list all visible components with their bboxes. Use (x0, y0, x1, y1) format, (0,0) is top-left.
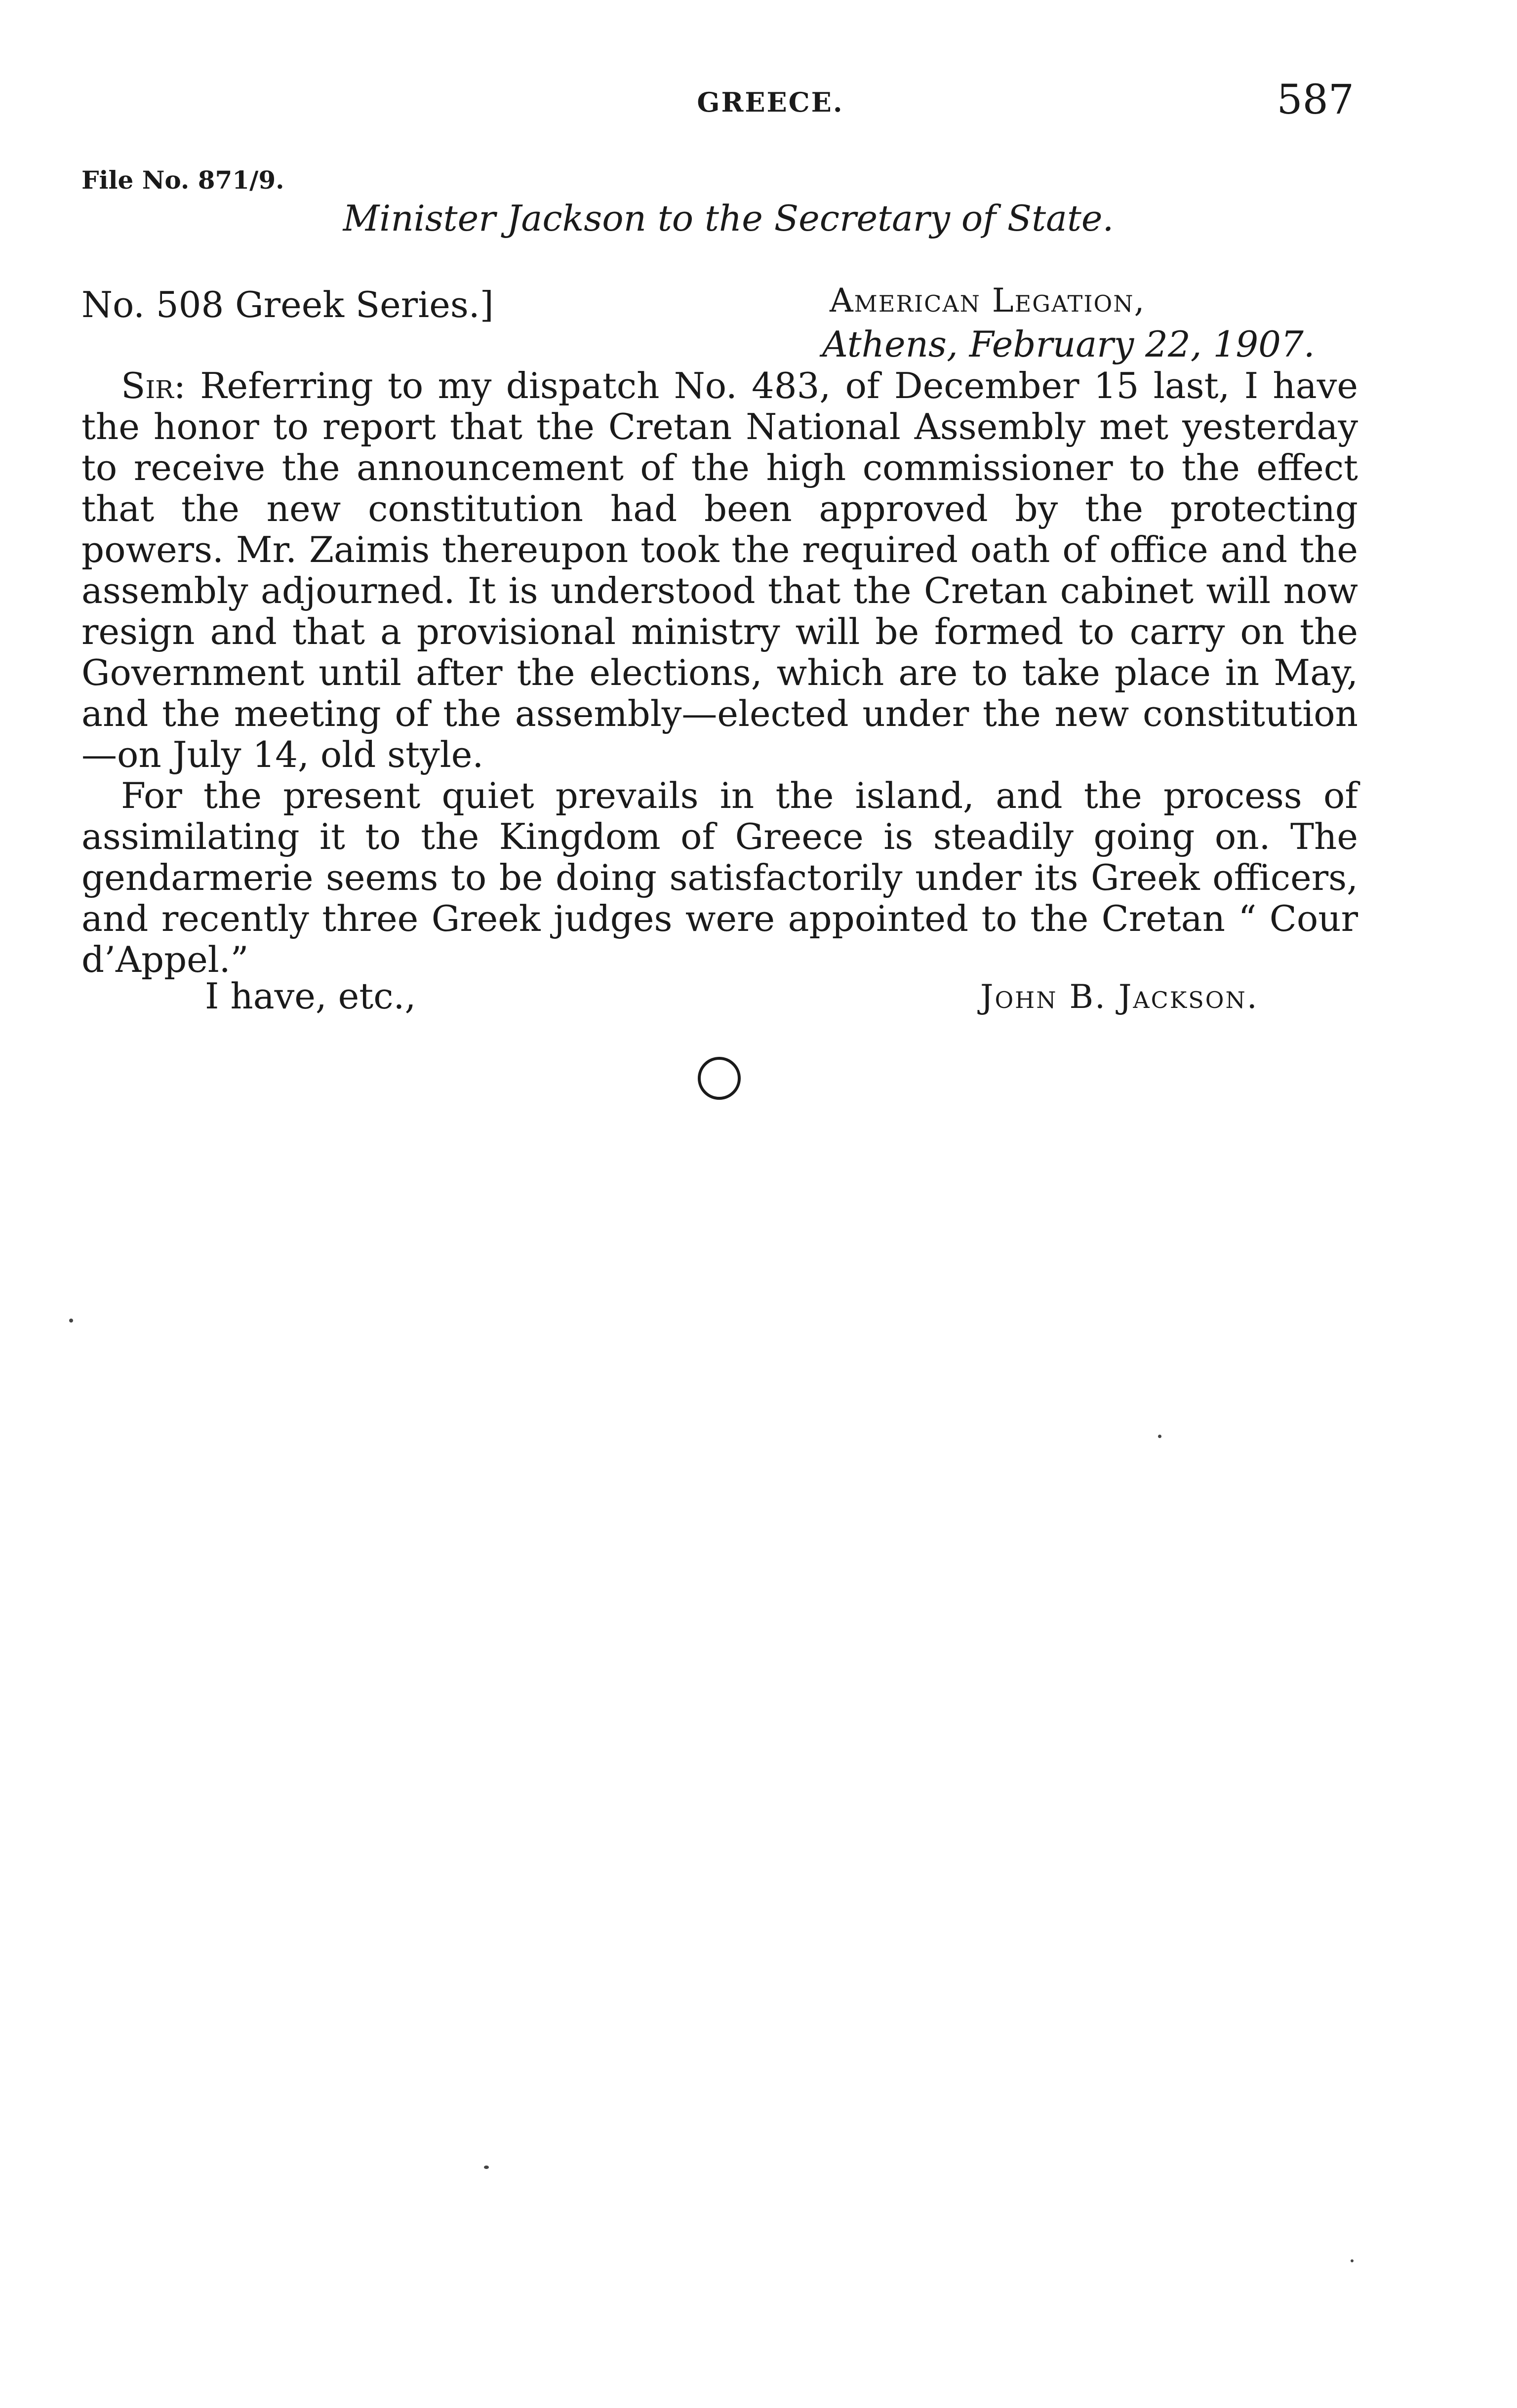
running-title: GREECE. (697, 86, 844, 118)
signature (980, 978, 1259, 1016)
scan-speck (484, 2166, 489, 2169)
file-number: File No. 871/9. (81, 165, 284, 195)
letter-body (81, 365, 1358, 980)
body-paragraph (81, 365, 1358, 775)
scan-speck (1351, 2259, 1354, 2262)
paragraph-text: : Referring to my dispatch No. 483, of December 15 last, I have the honor to report that the Cretan National Assembly met yesterday to receive the announcement of the high commissioner to the effect that the new constitution had been approved by the protecting powers. Mr. Zaimis thereupon took the required oath of office and the assembly adjourned. It is understood that the Cretan cabinet will now resign and that a provisional ministry will be formed to carry on the Government until after the elections, which are to take place in May, and the meeting of the assembly—elected under the new constitution—on July 14, old style. (81, 365, 1358, 775)
body-paragraph: For the present quiet prevails in the island, and the process of assimilating it to the Kingdom of Greece is steadily going on. The gendarmerie seems to be doing satisfactorily under its Greek officers, and recently three Greek judges were appointed to the Cretan “ Cour d’Appel.” (81, 775, 1358, 980)
document-heading: Minister Jackson to the Secretary of State. (343, 198, 1114, 239)
legation-label: American Legation, (830, 281, 1146, 320)
salutation: Sir (121, 365, 174, 406)
running-head (0, 77, 1517, 131)
closing: I have, etc., (205, 975, 416, 1017)
scan-speck (1158, 1435, 1161, 1438)
legation-name (830, 281, 1145, 320)
signature-name: John B. Jackson. (980, 978, 1259, 1016)
end-mark-icon (698, 1057, 741, 1100)
place-date: Athens, February 22, 1907. (822, 323, 1315, 365)
page-number: 587 (1277, 77, 1354, 123)
scan-speck (69, 1319, 73, 1323)
dispatch-series: No. 508 Greek Series.] (81, 284, 494, 325)
